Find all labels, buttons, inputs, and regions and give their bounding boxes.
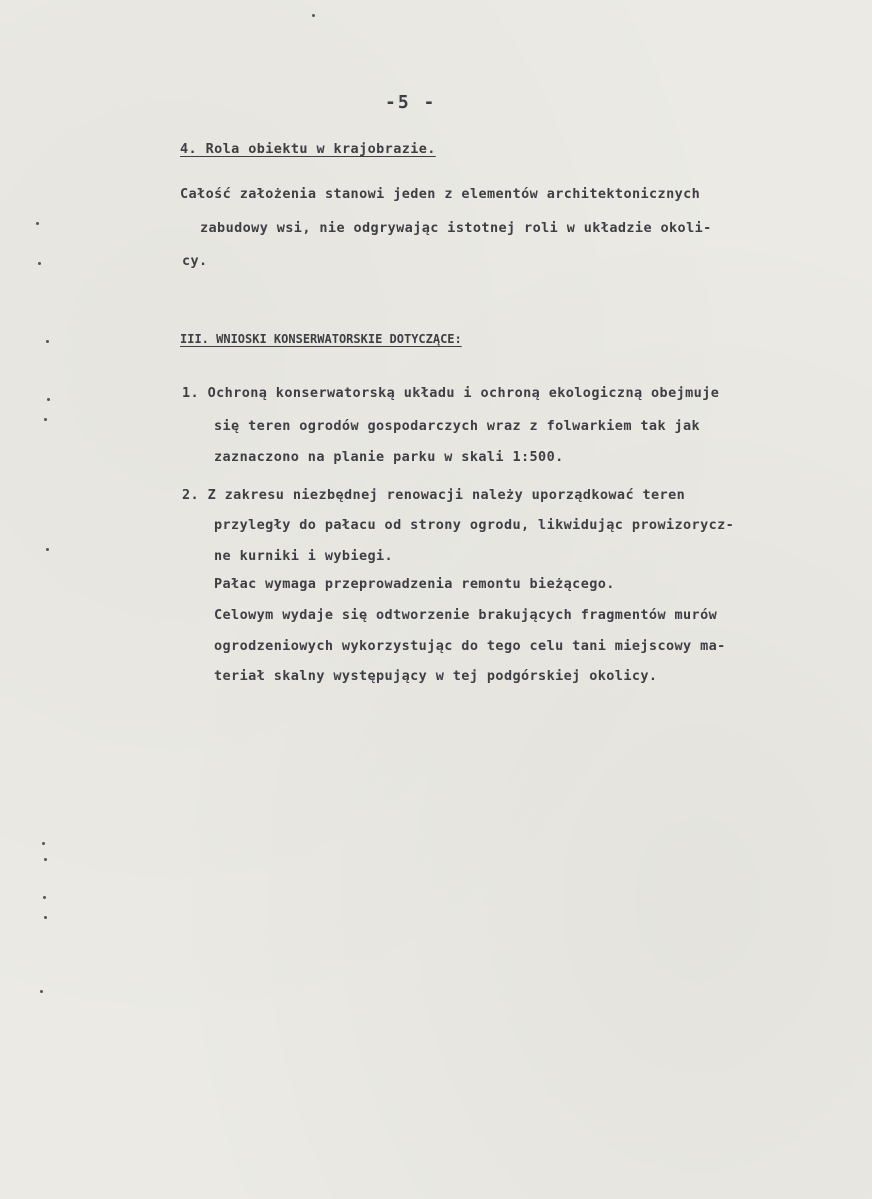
- scan-speck: [40, 990, 43, 993]
- scan-speck: [44, 418, 47, 421]
- scan-speck: [36, 222, 39, 225]
- section-4-line: cy.: [182, 253, 208, 269]
- scan-speck: [44, 858, 47, 861]
- item-2-line: 2. Z zakresu niezbędnej renowacji należy uporządkować teren: [182, 487, 686, 503]
- item-2-line: teriał skalny występujący w tej podgórskiej okolicy.: [214, 668, 658, 684]
- item-1-line: 1. Ochroną konserwatorską układu i ochroną ekologiczną obejmuje: [182, 385, 720, 401]
- item-2-line: ne kurniki i wybiegi.: [214, 548, 394, 564]
- section-4-heading: 4. Rola obiektu w krajobrazie.: [180, 141, 436, 157]
- section-3-heading: III. WNIOSKI KONSERWATORSKIE DOTYCZĄCE:: [180, 332, 462, 346]
- scan-speck: [47, 398, 50, 401]
- scan-speck: [42, 842, 45, 845]
- section-4-line: zabudowy wsi, nie odgrywając istotnej roli w układzie okoli-: [200, 220, 712, 236]
- item-1-line: zaznaczono na planie parku w skali 1:500.: [214, 449, 564, 465]
- scan-speck: [38, 262, 41, 265]
- item-2-line: przyległy do pałacu od strony ogrodu, likwidując prowizorycz-: [214, 517, 735, 533]
- section-4-line: Całość założenia stanowi jeden z elementów architektonicznych: [180, 186, 701, 202]
- scan-speck: [46, 340, 49, 343]
- page-number: -5 -: [385, 92, 437, 113]
- item-1-line: się teren ogrodów gospodarczych wraz z folwarkiem tak jak: [214, 418, 701, 434]
- scan-speck: [44, 916, 47, 919]
- item-2-line: Pałac wymaga przeprowadzenia remontu bieżącego.: [214, 576, 615, 592]
- item-2-line: ogrodzeniowych wykorzystując do tego celu tani miejscowy ma-: [214, 638, 726, 654]
- scan-speck: [46, 548, 49, 551]
- item-2-line: Celowym wydaje się odtworzenie brakujących fragmentów murów: [214, 607, 718, 623]
- scan-speck: [43, 896, 46, 899]
- scan-speck: [312, 14, 315, 17]
